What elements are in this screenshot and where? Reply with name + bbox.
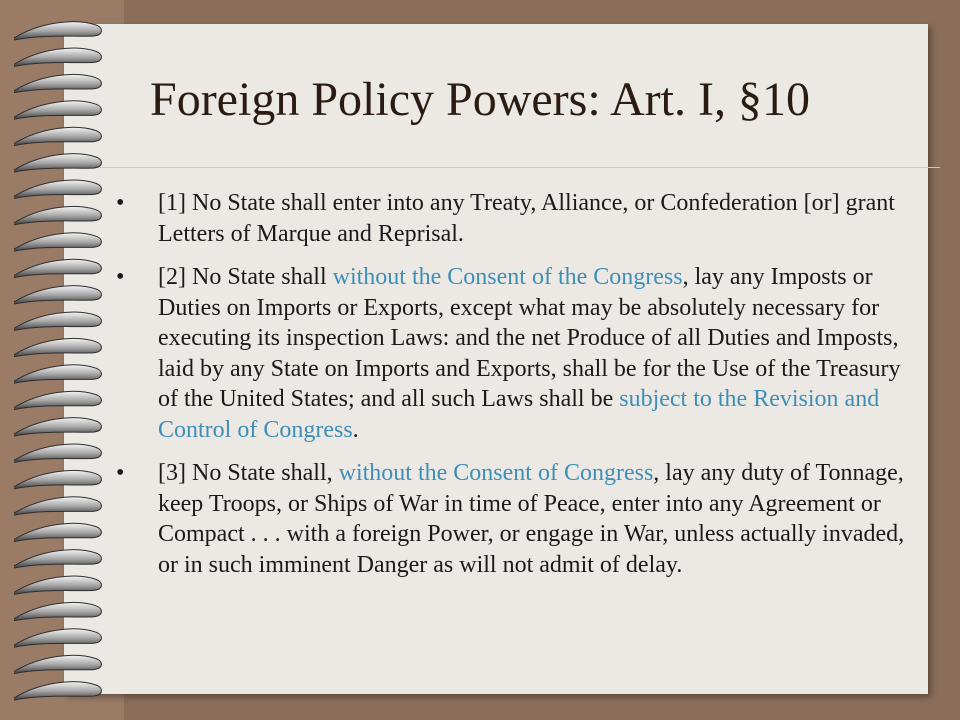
binding-ring-icon [14, 180, 101, 198]
bullet-item-3 [112, 458, 912, 580]
bullet-2-text-a: [2] No State shall [158, 264, 333, 290]
binding-ring-icon [14, 602, 101, 620]
binding-ring-icon [14, 259, 101, 277]
binding-ring-icon [14, 391, 101, 409]
bullet-3-text-a: [3] No State shall, [158, 460, 339, 486]
binding-ring-icon [14, 154, 101, 172]
bullet-2-highlight-revision: subject to the Revision and Control of Congress [158, 386, 880, 443]
bullet-1-text: [1] No State shall enter into any Treaty, Alliance, or Confederation [or] grant Letters of Marque and Reprisal. [158, 190, 895, 247]
bullet-2-text-b: , lay any Imposts or Duties on Imports or Exports, except what may be absolutely necessary for executing its inspection Laws: and the net Produce of all Duties and Imposts, laid by any State on Imports and Exports, shall be for the Use of the Treasury of the United States; and all such Laws shall be [158, 264, 901, 412]
bullet-3-highlight-consent: without the Consent of Congress [338, 460, 654, 486]
binding-ring-icon [14, 550, 101, 568]
binding-ring-icon [14, 233, 101, 251]
bullet-item-2 [112, 262, 912, 445]
binding-ring-icon [14, 497, 101, 515]
bullet-glyph: • [116, 460, 125, 486]
binding-ring-icon [14, 444, 101, 462]
binding-ring-icon [14, 22, 101, 40]
binding-ring-icon [14, 338, 101, 356]
binding-ring-icon [14, 312, 101, 330]
binding-ring-icon [14, 127, 101, 145]
binding-ring-icon [14, 365, 101, 383]
binding-ring-icon [14, 206, 101, 224]
binding-ring-icon [14, 629, 101, 647]
bullet-glyph: • [116, 190, 125, 216]
binding-ring-icon [14, 682, 101, 700]
binding-ring-icon [14, 523, 101, 541]
binding-ring-icon [14, 576, 101, 594]
binding-ring-icon [14, 655, 101, 673]
binding-ring-icon [14, 286, 101, 304]
binding-ring-icon [14, 470, 101, 488]
binding-ring-icon [14, 418, 101, 436]
bullet-2-text-c: . [352, 416, 359, 443]
title-divider [100, 167, 940, 168]
bullet-item-1 [112, 188, 912, 249]
bullet-3-text-b: , lay any duty of Tonnage, keep Troops, or Ships of War in time of Peace, enter into any Agreement or Compact . . . with a foreign Power, or engage in War, unless actually invaded, or in such imminent Danger as will not admit of delay. [158, 460, 905, 578]
bullet-list [112, 188, 912, 593]
binding-ring-icon [14, 48, 101, 66]
slide-title: Foreign Policy Powers: Art. I, §10 [150, 73, 810, 126]
bullet-glyph: • [116, 264, 125, 290]
bullet-2-highlight-consent: without the Consent of the Congress [332, 264, 683, 290]
